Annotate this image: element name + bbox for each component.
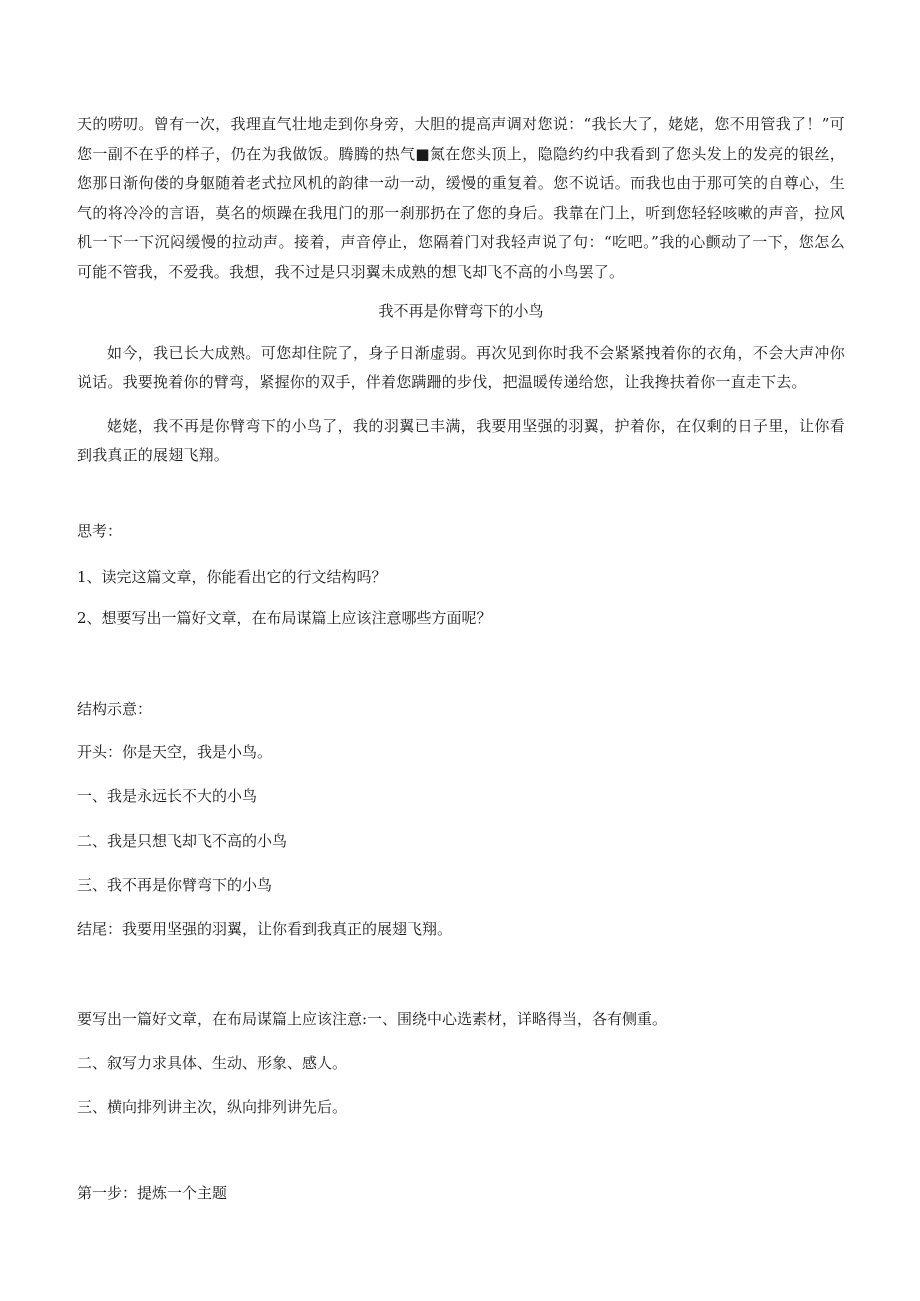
section-heading: 我不再是你臂弯下的小鸟: [378, 302, 544, 320]
tip-2: 二、叙写力求具体、生动、形象、感人。: [77, 1054, 348, 1072]
structure-label: 结构示意：: [77, 700, 153, 718]
tip-1: 要写出一篇好文章，在布局谋篇上应该注意:一、围绕中心选素材，详略得当，各有侧重。: [77, 1010, 668, 1028]
document-body: [77, 110, 845, 471]
structure-ending: 结尾：我要用坚强的羽翼，让你看到我真正的展翅飞翔。: [77, 920, 453, 938]
think-label: 思考：: [77, 522, 123, 540]
structure-item-1: 一、我是永远长不大的小鸟: [77, 787, 258, 805]
question-2: 2、想要写出一篇好文章，在布局谋篇上应该注意哪些方面呢？: [77, 609, 492, 627]
structure-item-2: 二、我是只想飞却飞不高的小鸟: [77, 832, 288, 850]
paragraph-3: 姥姥，我不再是你臂弯下的小鸟了，我的羽翼已丰满，我要用坚强的羽翼，护着你，在仅剩的日子里，让你看到我真正的展翅飞翔。: [77, 416, 845, 464]
question-1: 1、读完这篇文章，你能看出它的行文结构吗？: [77, 568, 387, 586]
paragraph-1: 天的唠叨。曾有一次，我理直气壮地走到你身旁，大胆的提高声调对您说：“我长大了，姥姥，您不用管我了！”可您一副不在乎的样子，仍在为我做饭。腾腾的热气■氮在您头顶上，隐隐约约中我看到了您头发上的发亮的银丝，您那日渐佝偻的身躯随着老式拉风机的韵律一动一动，缓慢的重复着。您不说话。而我也由于那可笑的自尊心，生气的将冷冷的言语，莫名的烦躁在我甩门的那一刹那扔在了您的身后。我靠在门上，听到您轻轻咳嗽的声音，拉风机一下一下沉闷缓慢的拉动声。接着，声音停止，您隔着门对我轻声说了句：“吃吧。”我的心颤动了一下，您怎么可能不管我，不爱我。我想，我不过是只羽翼未成熟的想飞却飞不高的小鸟罢了。: [77, 115, 845, 281]
structure-item-3: 三、我不再是你臂弯下的小鸟: [77, 876, 273, 894]
tip-3: 三、横向排列讲主次，纵向排列讲先后。: [77, 1098, 348, 1116]
structure-opening: 开头：你是天空，我是小鸟。: [77, 743, 273, 761]
paragraph-2: 如今，我已长大成熟。可您却住院了，身子日渐虚弱。再次见到你时我不会紧紧拽着你的衣角，不会大声冲你说话。我要挽着你的臂弯，紧握你的双手，伴着您蹒跚的步伐，把温暖传递给您，让我搀扶着你一直走下去。: [77, 343, 845, 391]
step-1-heading: 第一步：提炼一个主题: [77, 1184, 228, 1202]
